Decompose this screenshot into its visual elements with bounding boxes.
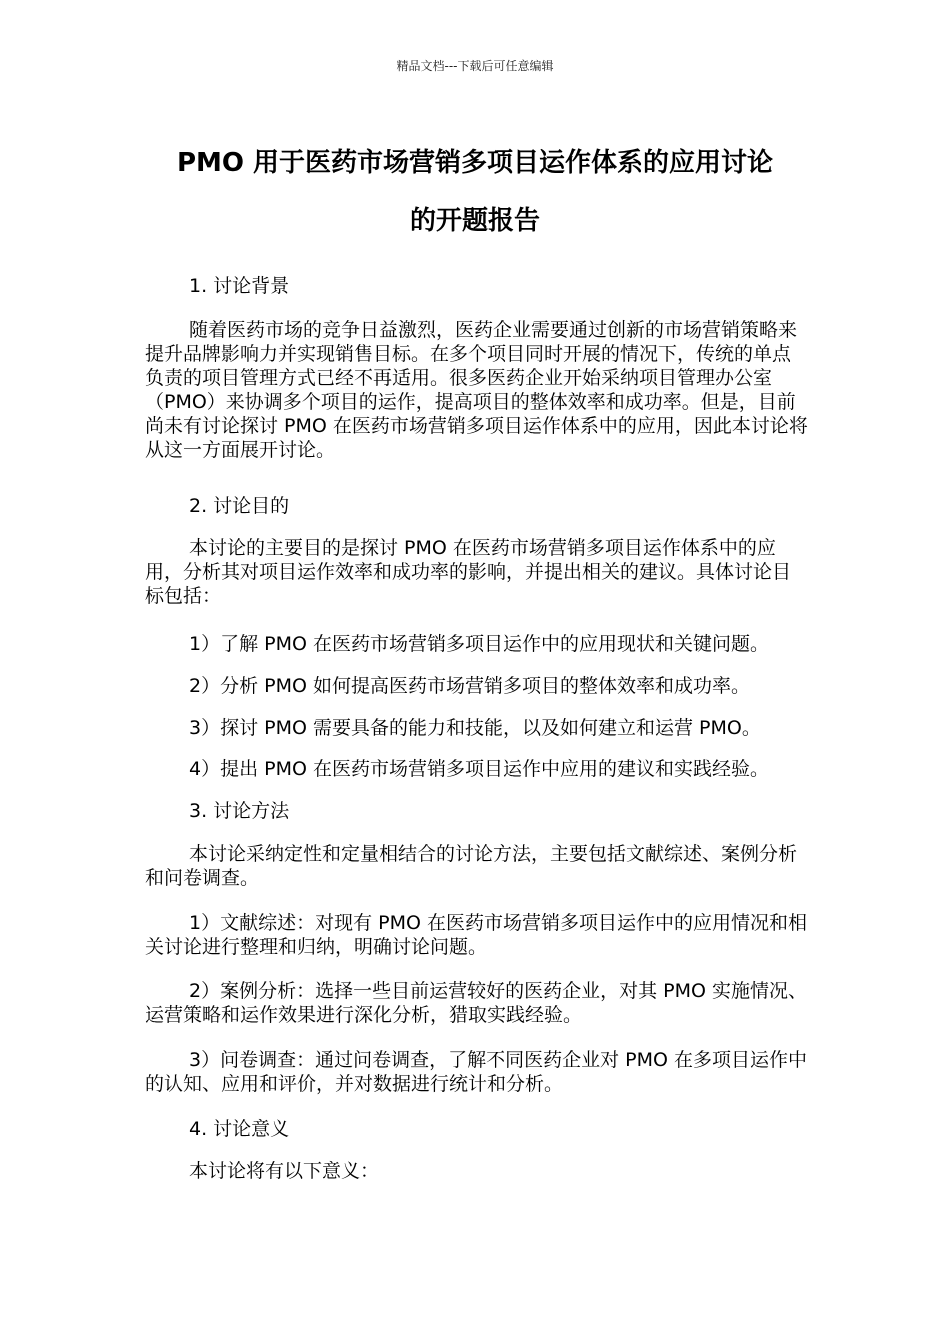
- list-item-method-3: 3）问卷调查：通过问卷调查，了解不同医药企业对 PMO 在多项目运作中的认知、应用和评价，并对数据进行统计和分析。: [145, 1049, 807, 1095]
- list-item-goal-2: 2）分析 PMO 如何提高医药市场营销多项目的整体效率和成功率。: [189, 675, 750, 697]
- paragraph-purpose: 本讨论的主要目的是探讨 PMO 在医药市场营销多项目运作体系中的应用，分析其对项目运作效率和成功率的影响，并提出相关的建议。具体讨论目标包括：: [145, 537, 792, 607]
- list-item-goal-1: 1）了解 PMO 在医药市场营销多项目运作中的应用现状和关键问题。: [189, 633, 769, 655]
- list-item-method-1: 1）文献综述：对现有 PMO 在医药市场营销多项目运作中的应用情况和相关讨论进行整理和归纳，明确讨论问题。: [145, 912, 807, 958]
- section-heading-background: 1. 讨论背景: [189, 275, 290, 297]
- list-item-goal-3: 3）探讨 PMO 需要具备的能力和技能，以及如何建立和运营 PMO。: [189, 717, 761, 739]
- header-note: 精品文档---下载后可任意编辑: [396, 59, 554, 73]
- title-line-1: PMO 用于医药市场营销多项目运作体系的应用讨论: [176, 148, 774, 178]
- list-item-goal-4: 4）提出 PMO 在医药市场营销多项目运作中应用的建议和实践经验。: [189, 758, 769, 780]
- paragraph-significance: 本讨论将有以下意义：: [189, 1160, 380, 1182]
- paragraph-background: 随着医药市场的竞争日益激烈，医药企业需要通过创新的市场营销策略来提升品牌影响力并实现销售目标。在多个项目同时开展的情况下，传统的单点负责的项目管理方式已经不再适用。很多医药企业开始采纳项目管理办公室（PMO）来协调多个项目的运作，提高项目的整体效率和成功率。但是，目前尚未有讨论探讨 PMO 在医药市场营销多项目运作体系中的应用，因此本讨论将从这一方面展开讨论。: [145, 319, 808, 461]
- title-line-2: 的开题报告: [409, 206, 540, 236]
- section-heading-purpose: 2. 讨论目的: [189, 495, 290, 517]
- list-item-method-2: 2）案例分析：选择一些目前运营较好的医药企业，对其 PMO 实施情况、运营策略和运作效果进行深化分析，猎取实践经验。: [145, 980, 807, 1026]
- document-title: [120, 134, 830, 250]
- paragraph-method: 本讨论采纳定性和定量相结合的讨论方法，主要包括文献综述、案例分析和问卷调查。: [145, 843, 798, 889]
- section-heading-method: 3. 讨论方法: [189, 800, 290, 822]
- section-heading-significance: 4. 讨论意义: [189, 1118, 290, 1140]
